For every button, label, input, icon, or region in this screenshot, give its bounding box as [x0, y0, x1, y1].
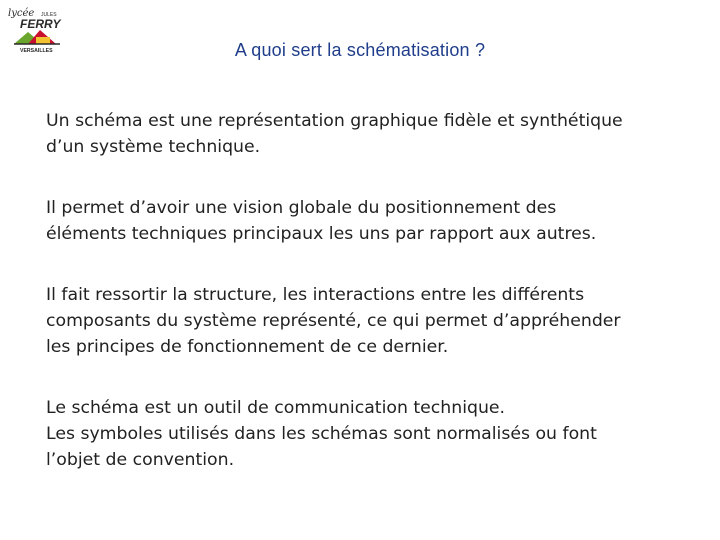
paragraph-line: Il fait ressortir la structure, les interactions entre les différents — [46, 285, 585, 305]
paragraph-line: l’objet de convention. — [46, 450, 235, 470]
paragraph-global-vision — [46, 195, 706, 247]
paragraph-line: éléments techniques principaux les uns par rapport aux autres. — [46, 224, 597, 244]
logo-small-text: JULES — [41, 12, 57, 18]
slide-body — [46, 108, 706, 473]
logo-script-text: lycée — [8, 8, 35, 19]
paragraph-line: d’un système technique. — [46, 137, 261, 157]
paragraph-line: les principes de fonctionnement de ce dernier. — [46, 337, 449, 357]
paragraph-line: Le schéma est un outil de communication technique. — [46, 398, 506, 418]
logo-city-text: VERSAILLES — [20, 48, 53, 54]
paragraph-structure — [46, 282, 706, 360]
paragraph-line: composants du système représenté, ce qui permet d’appréhender — [46, 311, 621, 331]
paragraph-line: Un schéma est une représentation graphique fidèle et synthétique — [46, 111, 623, 131]
paragraph-definition — [46, 108, 706, 160]
paragraph-line: Les symboles utilisés dans les schémas sont normalisés ou font — [46, 424, 597, 444]
paragraph-line: Il permet d’avoir une vision globale du positionnement des — [46, 198, 557, 218]
slide-title: A quoi sert la schématisation ? — [234, 40, 486, 60]
logo-brand-text: FERRY — [20, 17, 61, 31]
paragraph-communication — [46, 395, 706, 473]
